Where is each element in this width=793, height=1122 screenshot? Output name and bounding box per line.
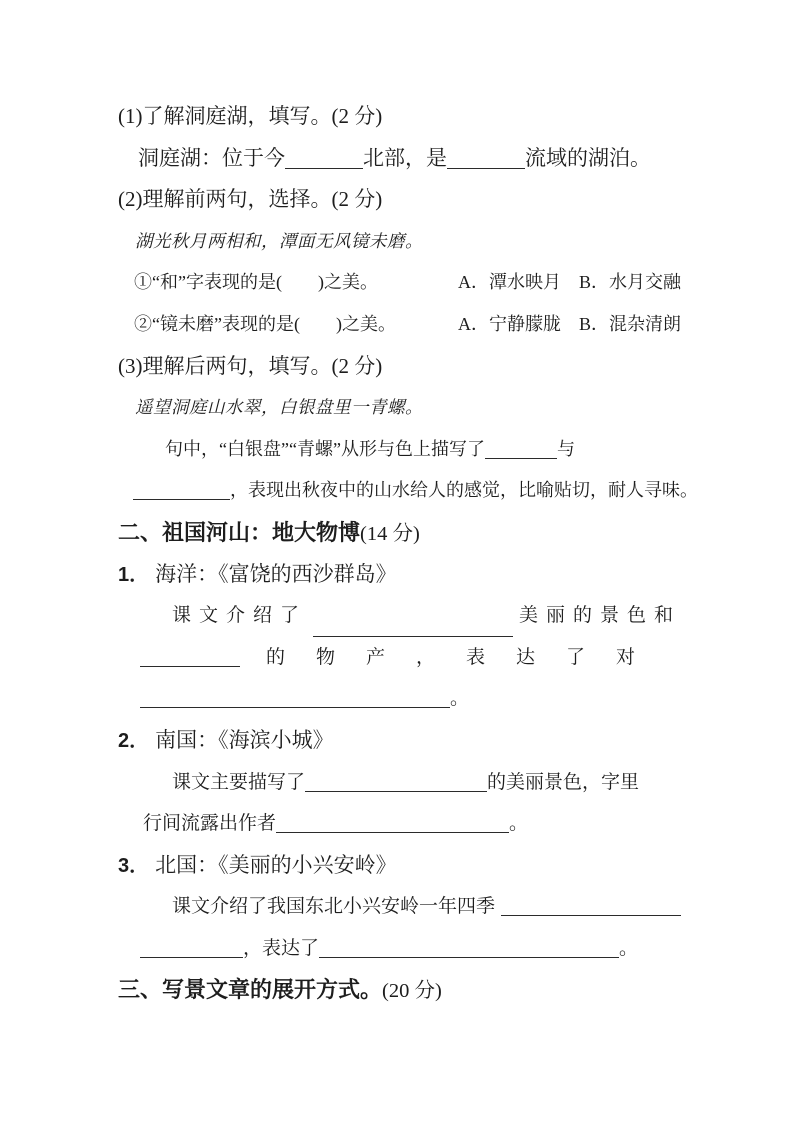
question-3-label xyxy=(118,346,681,388)
paragraph-text-mid: ，表达了 xyxy=(243,937,320,959)
option-line-2 xyxy=(134,304,681,346)
period-text: 。 xyxy=(509,813,529,835)
poem-line-2 xyxy=(135,387,681,429)
section-heading-title: 二、祖国河山：地大物博 xyxy=(118,519,361,545)
option-line-1 xyxy=(134,262,681,304)
poem-line-1 xyxy=(135,221,681,263)
question-label-text: (2)理解前两句，选择。(2 分) xyxy=(118,187,383,212)
poem-text: 遥望洞庭山水翠，白银盘里一青螺。 xyxy=(135,397,423,418)
blank-line xyxy=(140,661,240,667)
item-title-text: 海洋：《富饶的西沙群岛》 xyxy=(155,561,397,586)
section-heading-score: (14 分) xyxy=(360,522,420,545)
paragraph-text: 的物产，表达了对 xyxy=(266,646,667,668)
blank-line xyxy=(501,915,681,916)
blank-line xyxy=(485,453,557,459)
paragraph-text-pre: 课文主要描写了 xyxy=(172,771,306,793)
item-title-text: 南国：《海滨小城》 xyxy=(155,727,334,752)
item-1-line-1 xyxy=(172,595,681,637)
item-number: 2． xyxy=(118,729,150,752)
fill-text-mid: 北部，是 xyxy=(363,145,447,170)
paragraph-text: 课文介绍了我国东北小兴安岭一年四季 xyxy=(172,896,496,918)
item-3-line-1 xyxy=(172,886,681,928)
option-stem: ②“镜未磨”表现的是( )之美。 xyxy=(134,313,396,334)
period-text: 。 xyxy=(450,688,470,710)
option-a: A．潭水映月 xyxy=(457,272,561,293)
item-1-line-3 xyxy=(140,678,681,720)
option-b: B．水月交融 xyxy=(578,272,681,293)
section-2-heading xyxy=(118,512,681,554)
section-heading-title: 三、写景文章的展开方式。 xyxy=(118,977,383,1003)
blank-line xyxy=(133,494,230,500)
paragraph-text-pre: 课文介绍了 xyxy=(172,605,308,627)
item-1-title xyxy=(118,554,681,596)
paragraph-text-pre: 行间流露出作者 xyxy=(143,813,277,835)
blank-line xyxy=(285,163,363,169)
item-3-title xyxy=(118,845,681,887)
poem-text: 湖光秋月两相和，潭面无风镜未磨。 xyxy=(135,230,423,251)
blank-line xyxy=(140,702,450,708)
item-title-text: 北国：《美丽的小兴安岭》 xyxy=(155,852,397,877)
option-a: A．宁静朦胧 xyxy=(457,313,561,334)
item-number: 1． xyxy=(118,563,150,586)
question-1-fill-line xyxy=(138,138,681,180)
paragraph-text-post: 的美丽景色，字里 xyxy=(487,771,640,793)
question-1-label xyxy=(118,96,681,138)
question-3-fill-line-2 xyxy=(133,470,698,512)
fill-text-post: ，表现出秋夜中的山水给人的感觉，比喻贴切，耐人寻味。 xyxy=(230,480,698,501)
section-heading-score: (20 分) xyxy=(382,980,442,1003)
item-2-line-2 xyxy=(143,803,681,845)
question-label-text: (3)理解后两句，填写。(2 分) xyxy=(118,353,383,378)
paragraph-text-post: 美丽的景色和 xyxy=(518,605,681,627)
blank-line xyxy=(276,827,509,833)
question-3-fill-line-1 xyxy=(165,429,681,471)
item-2-line-1 xyxy=(172,762,681,804)
fill-text-post: 流域的湖泊。 xyxy=(525,145,651,170)
item-1-line-2 xyxy=(140,637,681,679)
question-2-label xyxy=(118,179,681,221)
section-3-heading xyxy=(118,969,681,1011)
item-3-line-2 xyxy=(140,928,681,970)
fill-text-pre: 句中，“白银盘”“青螺”从形与色上描写了 xyxy=(165,438,485,459)
blank-line xyxy=(305,786,487,792)
option-stem: ①“和”字表现的是( )之美。 xyxy=(134,272,378,293)
option-b: B．混杂清朗 xyxy=(578,313,681,334)
blank-line xyxy=(319,952,619,958)
fill-text-post: 与 xyxy=(556,438,575,459)
item-number: 3． xyxy=(118,854,150,877)
question-label-text: (1)了解洞庭湖，填写。(2 分) xyxy=(118,104,383,128)
fill-text-pre: 洞庭湖：位于今 xyxy=(138,145,285,170)
item-2-title xyxy=(118,720,681,762)
period-text: 。 xyxy=(619,937,639,959)
blank-line xyxy=(140,952,243,958)
blank-line xyxy=(447,163,525,169)
